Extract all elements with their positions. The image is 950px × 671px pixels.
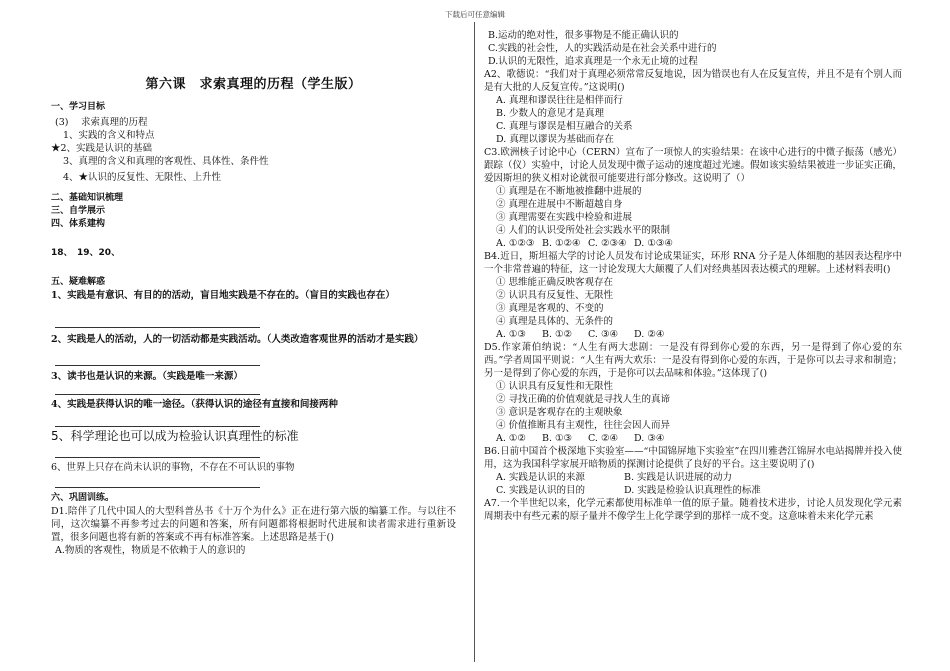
- answer-blank: [55, 478, 260, 488]
- question-d5: D5.作家萧伯纳说：“人生有两大悲剧：一是没有得到你心爱的东西，另一是得到了你心爱的东西。”学者周国平则说：“人生有两大欢乐：一是没有得到你心爱的东西，于是你可以去寻求和制造；另一是得到了你心爱的东西，于是你可以去品味和体验。”这体现了(): [484, 342, 902, 379]
- option: D. 实践是检验认识真理性的标准: [624, 485, 761, 496]
- answer-blank: [55, 385, 260, 395]
- option: D. 真理以谬误为基础而存在: [496, 134, 614, 145]
- statement: ④ 人们的认识受所处社会实践水平的限制: [496, 225, 671, 236]
- page-title: 第六课 求索真理的历程（学生版）: [145, 77, 362, 92]
- option: D.认识的无限性，追求真理是一个永无止境的过程: [488, 56, 698, 67]
- goal-item: 3、真理的含义和真理的客观性、具体性、条件性: [63, 156, 269, 167]
- question-b6: B6.日前中国首个极深地下实验室——“中国锦屏地下实验室”在四川雅砻江锦屏水电站揭牌并投入使用，这为我国科学家展开暗物质的探测讨论提供了良好的平台。这主要说明了(): [484, 446, 902, 470]
- option: A. 实践是认识的来源: [496, 472, 585, 483]
- faq-item: 4、实践是获得认识的唯一途径。（获得认识的途径有直接和间接两种: [51, 399, 338, 410]
- option: A. 真理和谬误往往是相伴而行: [496, 95, 623, 106]
- statement: ③ 真理是客观的、不变的: [496, 303, 604, 314]
- column-divider: [474, 22, 475, 662]
- page-header: 下载后可任意编辑: [445, 10, 505, 19]
- options-row: [484, 237, 902, 250]
- option: A.物质的客观性，物质是不依赖于人的意识的: [55, 545, 246, 556]
- statement: ② 真理在进展中不断超越自身: [496, 199, 623, 210]
- statement: ③ 真理需要在实践中检验和进展: [496, 212, 633, 223]
- answer-blank: [55, 417, 260, 427]
- option: C.实践的社会性，人的实践活动是在社会关系中进行的: [488, 43, 717, 54]
- faq-item: 3、读书也是认识的来源。（实践是唯一来源）: [51, 371, 243, 382]
- question-a7: A7.一个半世纪以来，化学元素都使用标准单一值的原子量。随着技术进步，讨论人员发现化学元素周期表中有些元素的原子量并不像学生上化学课学到的那样一成不变。这意味着未来化学元素: [484, 498, 902, 522]
- section-self-study: 三、自学展示: [51, 206, 106, 216]
- statement: ② 寻找正确的价值观就是寻找人生的真谛: [496, 394, 671, 405]
- option: C. ②③④: [588, 238, 627, 249]
- question-b4: B4.近日，斯坦福大学的讨论人员发布讨论成果证实，环形 RNA 分子是人体细胞的基因表达程序中一个非常普遍的特征，这一讨论发现大大颠覆了人们对经典基因表达模式的理解。上述材料表明(): [484, 251, 902, 275]
- option: B.运动的绝对性，很多事物是不能正确认识的: [488, 30, 679, 41]
- section-basics: 二、基础知识梳理: [51, 193, 124, 203]
- option: B. ①②: [542, 329, 573, 340]
- option: D. ②④: [634, 329, 665, 340]
- question-c3: C3.欧洲核子讨论中心（CERN）宣布了一项惊人的实验结果：在该中心进行的中微子振荡（感光）跟踪（仪）实验中，讨论人员发现中微子运动的速度超过光速。假如该实验结果被进一步证实正确，爱因斯坦的狭义相对论就很可能要进行部分修改。这说明了（）: [484, 147, 903, 184]
- option: D. ③④: [634, 433, 665, 444]
- options-row: [484, 432, 902, 445]
- option: A. ①②: [496, 433, 526, 444]
- faq-item: 5、科学理论也可以成为检验认识真理性的标准: [51, 429, 299, 443]
- option: B. 少数人的意见才是真理: [496, 108, 605, 119]
- answer-blank: [55, 448, 260, 458]
- faq-item: 1、实践是有意识、有目的的活动，盲目地实践是不存在的。（盲目的实践也存在）: [51, 290, 395, 301]
- options-row: [484, 471, 902, 484]
- goal-item: 4、★认识的反复性、无限性、上升性: [63, 172, 222, 183]
- option: C. 实践是认识的目的: [496, 485, 585, 496]
- answer-blank: [55, 356, 260, 366]
- option: C. ③④: [588, 329, 619, 340]
- answer-blank: [55, 318, 260, 328]
- right-column: [484, 30, 903, 523]
- statement: ① 思维能正确反映客观存在: [496, 277, 614, 288]
- option: B. 实践是认识进展的动力: [624, 472, 733, 483]
- option: D. ①③④: [634, 238, 673, 249]
- question-a2: A2、歌德说：“我们对于真理必须常常反复地说，因为错误也有人在反复宣传，并且不是有个别人而是有大批的人反复宣传。”这说明(): [484, 69, 902, 93]
- statement: ④ 价值推断具有主观性，往往会因人而异: [496, 420, 671, 431]
- statement: ③ 意识是客观存在的主观映象: [496, 407, 623, 418]
- option: B. ①③: [542, 433, 573, 444]
- statement: ② 认识具有反复性、无限性: [496, 290, 614, 301]
- section-practice: 六、巩固训练。: [51, 493, 115, 503]
- section-goals: 一、学习目标: [51, 102, 106, 112]
- statement: ④ 真理是具体的、无条件的: [496, 316, 614, 327]
- options-row: [484, 484, 902, 497]
- option: C. ②④: [588, 433, 619, 444]
- goal-item: 1、实践的含义和特点: [63, 130, 155, 141]
- option: C. 真理与谬误是相互融合的关系: [496, 121, 633, 132]
- statement: ① 真理是在不断地被推翻中进展的: [496, 186, 642, 197]
- item-numbers: 18、 19、20、: [51, 248, 121, 258]
- option: A. ①③: [496, 329, 526, 340]
- options-row: [484, 328, 902, 341]
- question-d1: D1.陪伴了几代中国人的大型科普丛书《十万个为什么》正在进行第六版的编纂工作。与以往不同，这次编纂不再参考过去的问题和答案，所有问题都将根据时代进展和读者需求进行重新设置，很多问题也将有新的答案或不再有标准答案。上述思路是基于(): [51, 506, 456, 543]
- option: A. ①②③: [496, 238, 535, 249]
- goal-item: (3) 求索真理的历程: [55, 117, 148, 128]
- goal-item: ★2、实践是认识的基础: [51, 143, 153, 154]
- option: B. ①②④: [542, 238, 581, 249]
- faq-item: 6、世界上只存在尚未认识的事物，不存在不可认识的事物: [51, 462, 295, 473]
- section-system: 四、体系建构: [51, 219, 106, 229]
- faq-item: 2、实践是人的活动，人的一切活动都是实践活动。（人类改造客观世界的活动才是实践）: [51, 334, 424, 345]
- statement: ① 认识具有反复性和无限性: [496, 381, 614, 392]
- section-faq: 五、疑难解惑: [51, 277, 106, 287]
- left-column: [51, 22, 456, 557]
